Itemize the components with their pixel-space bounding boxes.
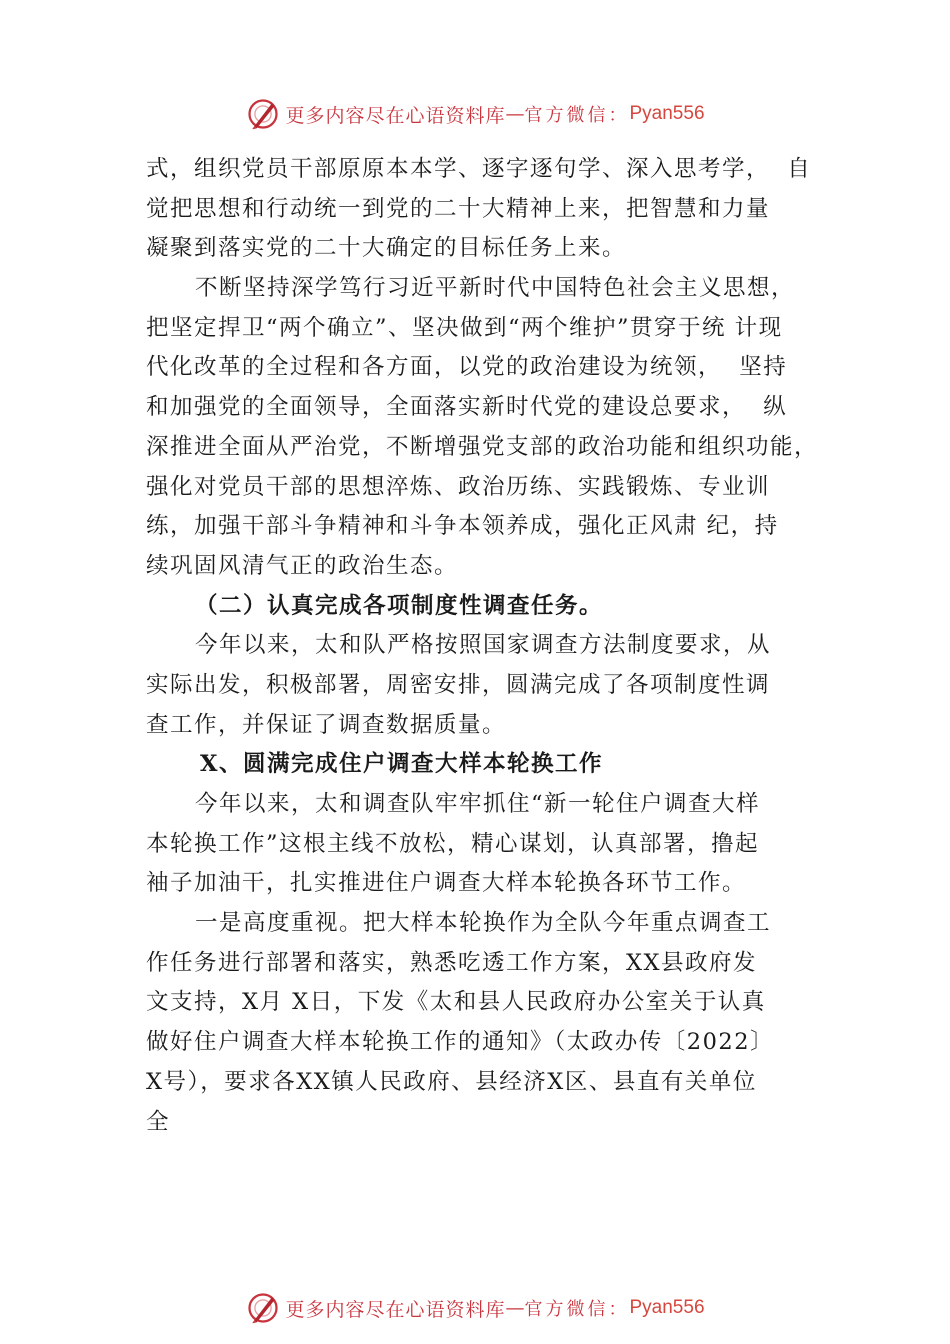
body-line: 全: [146, 1108, 171, 1135]
body-line: 实际出发，积极部署，周密安排，圆满完成了各项制度性调: [146, 671, 771, 698]
header-dash: —: [505, 103, 525, 125]
body-line: 练，加强干部斗争精神和斗争本领养成，强化正风肃 纪，持: [146, 513, 779, 540]
body-line: 文支持，X月 X日，下发《太和县人民政府办公室关于认真: [146, 989, 766, 1016]
body-line: 把坚定捍卫“两个确立”、坚决做到“两个维护”贯穿于统 计现: [146, 314, 783, 341]
paragraph-start-line: 一是高度重视。把大样本轮换作为全队今年重点调查工: [195, 910, 772, 937]
footer-site-text: 更多内容尽在心语资料库: [285, 1298, 506, 1321]
header-banner: [0, 94, 950, 134]
body-line: 觉把思想和行动统一到党的二十大精神上来，把智慧和力量: [146, 195, 771, 222]
body-line: 式，组织党员干部原原本本学、逐字逐句学、深入思考学， 自: [146, 156, 812, 182]
pen-seal-logo-icon: [245, 1290, 281, 1326]
body-line: 查工作，并保证了调查数据质量。: [146, 711, 507, 738]
body-line: 本轮换工作”这根主线不放松，精心谋划，认真部署，撸起: [146, 830, 760, 857]
footer-wechat-id: Pyan556: [629, 1297, 705, 1318]
section-heading: （二）认真完成各项制度性调查任务。: [195, 592, 604, 619]
body-line: 和加强党的全面领导，全面落实新时代党的建设总要求， 纵: [146, 394, 788, 421]
body-line: 凝聚到落实党的二十大确定的目标任务上来。: [146, 235, 627, 262]
paragraph-start-line: 不断坚持深学笃行习近平新时代中国特色社会主义思想，: [195, 275, 796, 302]
body-line: 袖子加油干，扎实推进住户调查大样本轮换各环节工作。: [146, 870, 747, 897]
footer-banner: [0, 1288, 950, 1328]
footer-official-label: 官方微信：: [524, 1299, 630, 1320]
document-body: [146, 150, 846, 1142]
header-site-text: 更多内容尽在心语资料库: [285, 104, 506, 127]
footer-dash: —: [505, 1297, 525, 1319]
body-line: 做好住户调查大样本轮换工作的通知》（太政办传〔2022〕: [146, 1029, 775, 1056]
header-wechat-id: Pyan556: [629, 103, 705, 124]
header-official-label: 官方微信：: [524, 105, 630, 126]
body-line: 强化对党员干部的思想淬炼、政治历练、实践锻炼、专业训: [146, 473, 771, 500]
body-line: 续巩固风清气正的政治生态。: [146, 552, 459, 579]
paragraph-start-line: 今年以来，太和调查队牢牢抓住“新一轮住户调查大样: [195, 791, 761, 817]
subsection-heading: X、圆满完成住户调查大样本轮换工作: [200, 751, 603, 778]
body-line: X号），要求各XX镇人民政府、县经济X区、县直有关单位: [146, 1068, 757, 1095]
body-line: 作任务进行部署和落实，熟悉吃透工作方案，XX县政府发: [146, 949, 758, 976]
paragraph-start-line: 今年以来，太和队严格按照国家调查方法制度要求，从: [195, 632, 772, 659]
body-line: 代化改革的全过程和各方面，以党的政治建设为统领， 坚持: [146, 354, 788, 381]
pen-seal-logo-icon: [245, 96, 281, 132]
body-line: 深推进全面从严治党，不断增强党支部的政治功能和组织功能，: [146, 433, 819, 460]
